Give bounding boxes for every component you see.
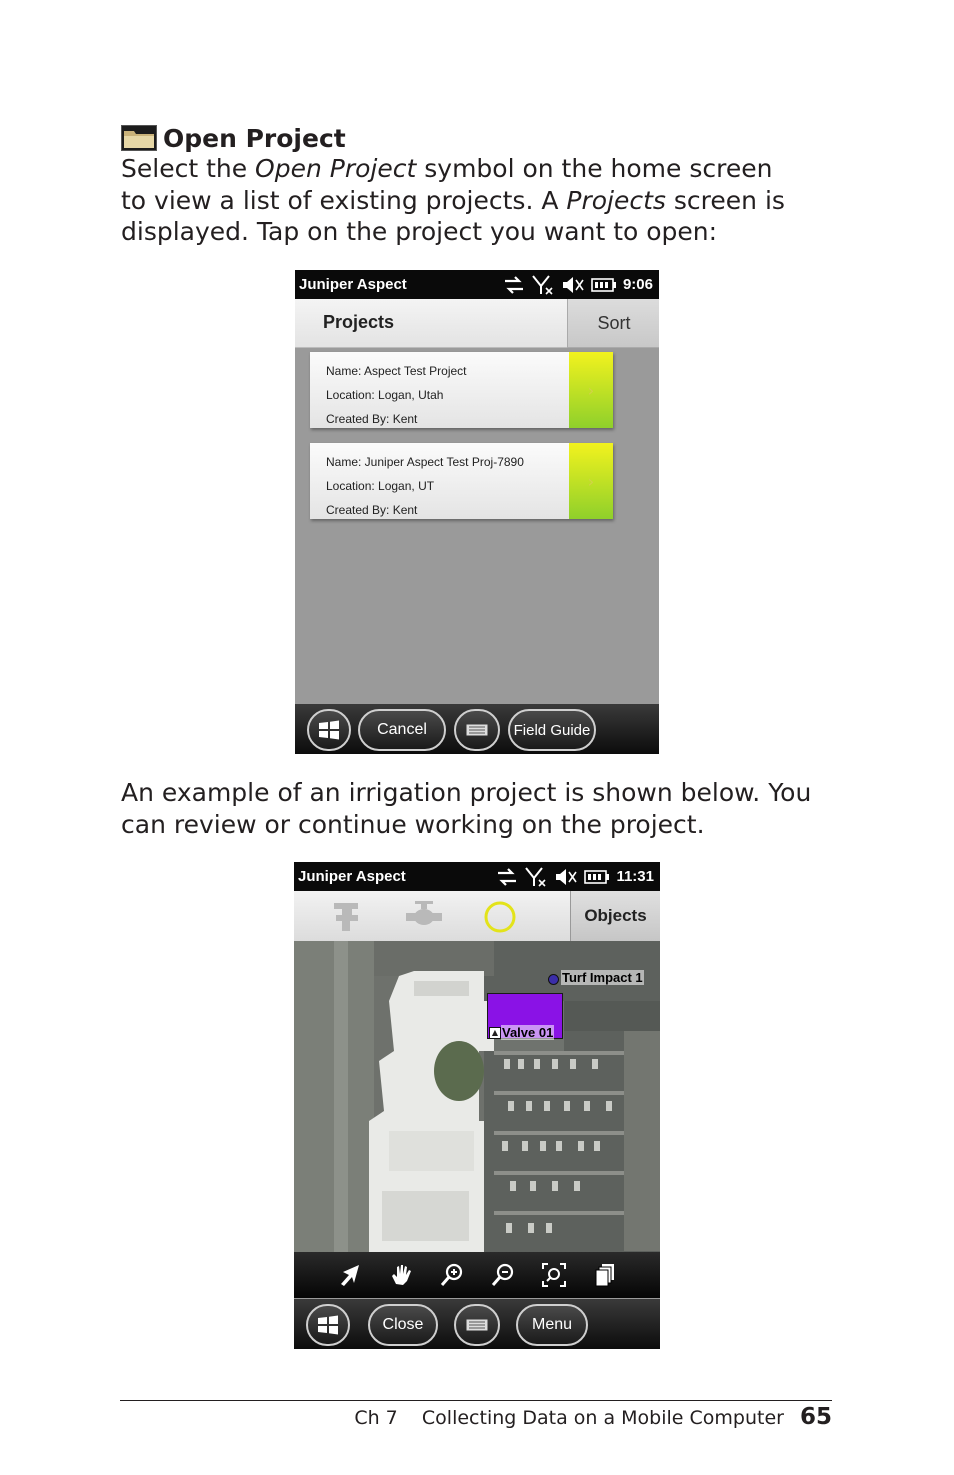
project-card[interactable]: [310, 443, 613, 519]
project-name: Name: Juniper Aspect Test Proj-7890: [326, 455, 524, 469]
valve-label: Valve 01: [502, 1025, 554, 1040]
page-footer: [354, 1404, 832, 1430]
zoom-in-icon[interactable]: [439, 1262, 465, 1288]
projects-screenshot: [295, 270, 659, 754]
windows-logo-icon: [316, 1314, 340, 1336]
status-bar: [294, 862, 660, 891]
open-arrow-icon[interactable]: ›: [569, 443, 613, 519]
zoom-out-icon[interactable]: [490, 1262, 516, 1288]
windows-start-button[interactable]: [306, 1304, 350, 1346]
footer-rule: [120, 1400, 832, 1401]
battery-icon: [584, 870, 610, 884]
page-number: 65: [799, 1404, 832, 1430]
projects-title: Projects: [323, 312, 395, 332]
cancel-button[interactable]: Cancel: [358, 709, 446, 751]
object-type-toolbar: [294, 891, 570, 941]
windows-start-button[interactable]: [307, 709, 351, 751]
keyboard-icon: [466, 1319, 488, 1331]
project-created-by: Created By: Kent: [326, 503, 418, 517]
pan-hand-icon[interactable]: [388, 1262, 414, 1288]
project-card[interactable]: [310, 352, 613, 428]
keyboard-button[interactable]: [454, 1304, 500, 1346]
sync-icon: [503, 275, 525, 295]
chapter-title: Ch 7 Collecting Data on a Mobile Computer: [354, 1407, 784, 1429]
field-guide-button[interactable]: Field Guide: [508, 709, 596, 751]
sync-icon: [496, 867, 518, 887]
signal-off-icon: [524, 866, 548, 888]
project-name: Name: Aspect Test Project: [326, 364, 467, 378]
keyboard-button[interactable]: [454, 709, 500, 751]
middle-paragraph: An example of an irrigation project is shown below. You can review or continue working on the project.: [121, 778, 812, 839]
project-location: Location: Logan, Utah: [326, 388, 444, 402]
turf-label: Turf Impact 1: [562, 970, 643, 985]
zoom-extent-icon[interactable]: [541, 1262, 567, 1288]
map-tools-bar: [294, 1252, 660, 1298]
speaker-muted-icon: [561, 275, 585, 295]
projects-header: [295, 299, 567, 348]
project-location: Location: Logan, UT: [326, 479, 435, 493]
close-button[interactable]: Close: [368, 1304, 438, 1346]
windows-logo-icon: [317, 719, 341, 741]
intro-paragraph: Select the Open Project symbol on the home screen to view a list of existing projects. A Projects screen is displayed. Tap on the project you want to open:: [121, 154, 785, 246]
sort-button[interactable]: Sort: [567, 299, 659, 348]
battery-icon: [591, 278, 617, 292]
taskbar: [295, 704, 659, 754]
valve-marker-icon[interactable]: ▲: [489, 1027, 501, 1039]
satellite-map[interactable]: [294, 941, 660, 1252]
layers-icon[interactable]: [592, 1262, 618, 1288]
valve-icon[interactable]: [404, 899, 444, 933]
folder-icon: [121, 125, 157, 151]
signal-off-icon: [531, 274, 555, 296]
taskbar: [294, 1299, 660, 1349]
keyboard-icon: [466, 724, 488, 736]
app-title: Juniper Aspect: [299, 276, 407, 293]
speaker-muted-icon: [554, 867, 578, 887]
section-heading: [121, 121, 346, 155]
section-title: Open Project: [163, 123, 346, 153]
project-created-by: Created By: Kent: [326, 412, 418, 426]
backflow-preventer-icon[interactable]: [328, 897, 366, 935]
status-bar: [295, 270, 659, 299]
map-screenshot: [294, 862, 660, 1349]
menu-button[interactable]: Menu: [516, 1304, 588, 1346]
clock: 11:31: [616, 868, 654, 885]
objects-button[interactable]: Objects: [570, 891, 660, 941]
app-title: Juniper Aspect: [298, 868, 406, 885]
circle-area-icon[interactable]: [482, 899, 518, 935]
clock: 9:06: [622, 276, 653, 293]
map-imagery: [294, 941, 660, 1252]
open-arrow-icon[interactable]: ›: [569, 352, 613, 428]
turf-point-marker[interactable]: [548, 974, 559, 985]
select-arrow-icon[interactable]: [337, 1262, 363, 1288]
